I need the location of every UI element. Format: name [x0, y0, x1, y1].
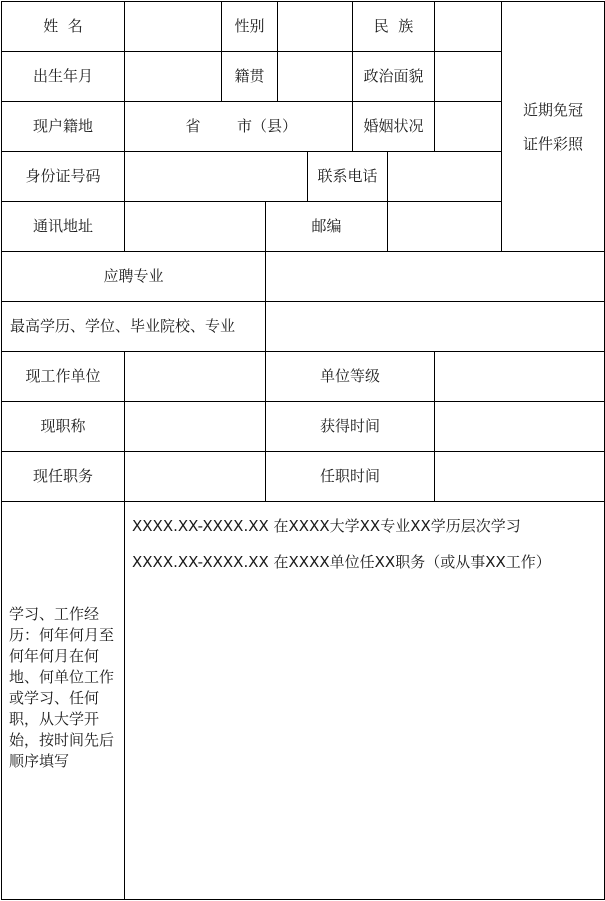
photo-caption-line1: 近期免冠: [522, 100, 583, 119]
title-field[interactable]: [125, 402, 265, 451]
political-field[interactable]: [435, 52, 501, 101]
employer-grade-label: 单位等级: [319, 367, 380, 385]
border-bottom: [1, 899, 604, 900]
title-date-label: 获得时间: [319, 417, 380, 435]
gender-field[interactable]: [278, 2, 352, 51]
name-field[interactable]: [125, 2, 221, 51]
employer-label: 现工作单位: [25, 367, 101, 385]
photo-box[interactable]: [502, 2, 604, 251]
residence-city: 市（县）: [236, 117, 297, 135]
experience-label: 学习、工作经历：何年何月至何年何月在何地、何单位工作或学习、任何职，从大学开始，按时间先后顺序填写: [9, 605, 115, 770]
birth-field[interactable]: [125, 52, 221, 101]
position-date-field[interactable]: [435, 452, 604, 501]
ethnicity-field[interactable]: [435, 2, 501, 51]
gender-label: 性别: [234, 17, 265, 35]
phone-label: 联系电话: [317, 167, 378, 185]
education-label: 最高学历、学位、毕业院校、专业: [10, 317, 236, 335]
experience-line-1: XXXX.XX-XXXX.XX 在XXXX大学XX专业XX学历层次学习: [132, 517, 521, 535]
major-field[interactable]: [266, 252, 604, 301]
position-field[interactable]: [125, 452, 265, 501]
major-label: 应聘专业: [103, 267, 164, 285]
marital-field[interactable]: [435, 102, 501, 151]
experience-field[interactable]: [125, 502, 604, 899]
title-label: 现职称: [40, 417, 86, 435]
birth-label: 出生年月: [32, 67, 93, 85]
employer-field[interactable]: [125, 352, 265, 401]
address-field[interactable]: [125, 202, 265, 251]
employer-grade-field[interactable]: [435, 352, 604, 401]
position-date-label: 任职时间: [319, 467, 380, 485]
ethnicity-label: 民 族: [373, 17, 414, 35]
marital-label: 婚姻状况: [363, 117, 424, 135]
experience-line-2: XXXX.XX-XXXX.XX 在XXXX单位任XX职务（或从事XX工作）: [132, 553, 551, 571]
political-label: 政治面貌: [363, 67, 424, 85]
id-label: 身份证号码: [25, 167, 101, 185]
postcode-field[interactable]: [388, 202, 501, 251]
postcode-label: 邮编: [311, 217, 342, 235]
phone-field[interactable]: [388, 152, 501, 201]
residence-province: 省: [185, 117, 201, 135]
education-field[interactable]: [266, 302, 604, 351]
id-field[interactable]: [125, 152, 307, 201]
name-label: 姓 名: [43, 17, 83, 35]
residence-label: 现户籍地: [32, 117, 93, 135]
photo-caption-line2: 证件彩照: [522, 134, 583, 153]
address-label: 通讯地址: [32, 217, 93, 235]
title-date-field[interactable]: [435, 402, 604, 451]
native-place-label: 籍贯: [234, 67, 265, 85]
native-place-field[interactable]: [278, 52, 352, 101]
position-label: 现任职务: [32, 467, 93, 485]
